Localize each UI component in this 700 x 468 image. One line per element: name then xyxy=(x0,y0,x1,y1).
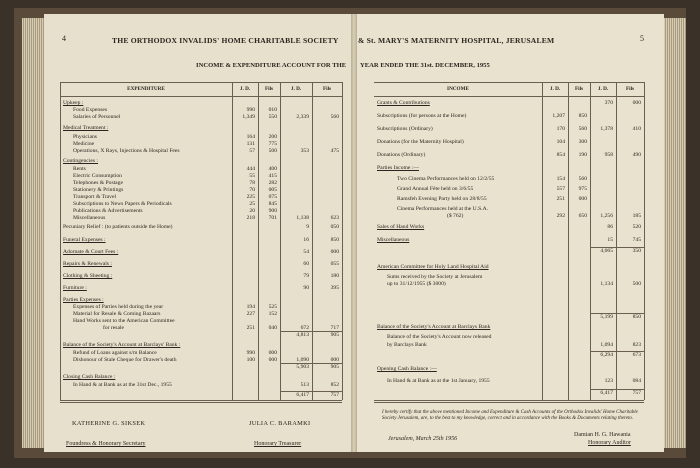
row-label: In Hand & at Bank as at the 1st January, 1955 xyxy=(387,378,490,384)
page-header: THE ORTHODOX INVALIDS' HOME CHARITABLE SOCIETY xyxy=(112,36,339,45)
amount-cell: 557 xyxy=(556,186,565,192)
amount-cell: 131 xyxy=(246,141,255,147)
column-header: J. D. xyxy=(597,86,609,92)
row-label: Balance of the Society's Account at Barclays Bank xyxy=(377,324,491,330)
row-label: Upkeep : xyxy=(63,100,84,106)
row-label: by Barclays Bank xyxy=(387,342,427,348)
amount-cell: 86 xyxy=(607,224,613,230)
column-header: INCOME xyxy=(447,86,469,92)
auditor-certificate: I hereby certify that the above mentioned Income and Expenditure & Cash Accounts of the Orthodox Invalids' Home Charitable Society Jerusalem, are, to the best to my knowledge, correct and in accordance with the Books & Documents relating thereto. xyxy=(382,410,638,421)
amount-cell: 672 xyxy=(300,325,309,331)
amount-cell: 084 xyxy=(632,378,641,384)
amount-cell: 850 xyxy=(330,237,339,243)
row-label: Salaries of Personnel xyxy=(73,114,121,120)
column-header: Fils xyxy=(322,86,332,92)
amount-cell: 79 xyxy=(303,273,309,279)
auditor-title: Honorary Auditor xyxy=(588,440,631,446)
amount-cell: 1,090 xyxy=(296,357,309,363)
book-gutter xyxy=(351,14,357,452)
subtotal-rule xyxy=(280,391,342,392)
amount-cell: 040 xyxy=(268,325,277,331)
row-label: Cinema Performances held at the U.S.A. xyxy=(397,206,489,212)
amount-cell: 000 xyxy=(578,196,587,202)
amount-cell: 395 xyxy=(330,285,339,291)
amount-cell: 100 xyxy=(246,357,255,363)
amount-cell: 500 xyxy=(632,281,641,287)
amount-cell: 500 xyxy=(268,148,277,154)
amount-cell: 4,813 xyxy=(296,332,309,338)
amount-cell: 050 xyxy=(330,224,339,230)
row-label: Opening Cash Balance :— xyxy=(377,366,437,372)
row-label: Sums received by the Society at Jerusalem xyxy=(387,274,483,280)
amount-cell: 154 xyxy=(556,176,565,182)
amount-cell: 185 xyxy=(632,213,641,219)
amount-cell: 55 xyxy=(249,173,255,179)
amount-cell: 475 xyxy=(330,148,339,154)
amount-cell: 000 xyxy=(632,100,641,106)
amount-cell: 1,094 xyxy=(600,342,613,348)
table-bottom-rule xyxy=(374,400,644,401)
amount-cell: 180 xyxy=(330,273,339,279)
amount-cell: 5,903 xyxy=(296,364,309,370)
table-rule xyxy=(374,96,644,97)
page-edges-left xyxy=(22,18,44,448)
column-line xyxy=(60,82,61,400)
table-bottom-rule xyxy=(60,400,342,401)
amount-cell: 560 xyxy=(578,126,587,132)
amount-cell: 6,417 xyxy=(296,392,309,398)
amount-cell: 845 xyxy=(268,201,277,207)
amount-cell: 854 xyxy=(556,152,565,158)
amount-cell: 123 xyxy=(604,378,613,384)
amount-cell: 975 xyxy=(578,186,587,192)
amount-cell: 757 xyxy=(330,392,339,398)
subtotal-rule xyxy=(590,351,644,352)
row-label: for resale xyxy=(103,325,124,331)
row-label: Clothing & Sheeting : xyxy=(63,273,113,279)
row-label: Dishonour of Stale Cheque for Drawer's death xyxy=(73,357,177,363)
row-label: Contingencies : xyxy=(63,158,98,164)
row-label: Grand Annual Fête held on 3/6/55 xyxy=(397,186,474,192)
amount-cell: 152 xyxy=(268,311,277,317)
amount-cell: 490 xyxy=(632,152,641,158)
amount-cell: 000 xyxy=(268,357,277,363)
row-label: ($ 762) xyxy=(447,213,464,219)
amount-cell: 282 xyxy=(268,180,277,186)
amount-cell: 775 xyxy=(268,141,277,147)
amount-cell: 1,256 xyxy=(600,213,613,219)
column-header: EXPENDITURE xyxy=(127,86,165,92)
amount-cell: 353 xyxy=(300,148,309,154)
page-number: 4 xyxy=(62,34,66,43)
amount-cell: 010 xyxy=(268,107,277,113)
amount-cell: 1,207 xyxy=(552,113,565,119)
amount-cell: 350 xyxy=(632,248,641,254)
table-rule xyxy=(60,82,342,83)
amount-cell: 410 xyxy=(632,126,641,132)
subtotal-rule xyxy=(280,331,342,332)
amount-cell: 57 xyxy=(249,148,255,154)
amount-cell: 513 xyxy=(300,382,309,388)
column-header: J. D. xyxy=(549,86,561,92)
amount-cell: 717 xyxy=(330,325,339,331)
amount-cell: 000 xyxy=(268,350,277,356)
row-label: Sales of Hand Works xyxy=(377,224,425,230)
row-label: Pecuniary Relief : (to patients outside the Home) xyxy=(63,224,173,230)
amount-cell: 104 xyxy=(556,139,565,145)
amount-cell: 292 xyxy=(556,213,565,219)
amount-cell: 25 xyxy=(249,201,255,207)
amount-cell: 852 xyxy=(330,382,339,388)
row-label: Grants & Contributions xyxy=(377,100,430,106)
amount-cell: 990 xyxy=(246,107,255,113)
row-label: Rents xyxy=(73,166,86,172)
amount-cell: 2,339 xyxy=(296,114,309,120)
column-header: Fils xyxy=(625,86,635,92)
row-label: Expenses of Parties held during the year xyxy=(73,304,164,310)
row-label: Parties Income :— xyxy=(377,165,419,171)
table-rule xyxy=(374,82,644,83)
amount-cell: 550 xyxy=(268,114,277,120)
amount-cell: 5,199 xyxy=(600,314,613,320)
signature-title: Foundress & Honorary Secretary xyxy=(66,441,146,447)
page-subheader: YEAR ENDED THE 31st. DECEMBER, 1955 xyxy=(360,62,490,69)
page-subheader: INCOME & EXPENDITURE ACCOUNT FOR THE xyxy=(196,62,347,69)
column-line xyxy=(644,82,645,400)
amount-cell: 075 xyxy=(268,194,277,200)
amount-cell: 958 xyxy=(604,152,613,158)
row-label: Donations (Ordinary) xyxy=(377,152,426,158)
row-label: Donations (for the Maternity Hospital) xyxy=(377,139,464,145)
amount-cell: 70 xyxy=(249,187,255,193)
column-header: Fils xyxy=(264,86,274,92)
row-label: Material for Resale & Coming Bazaars xyxy=(73,311,161,317)
row-label: Furniture : xyxy=(63,285,87,291)
page-header: & St. MARY'S MATERNITY HOSPITAL, JERUSALEM xyxy=(358,36,555,45)
amount-cell: 15 xyxy=(607,237,613,243)
amount-cell: 1,134 xyxy=(600,281,613,287)
page-edges-right xyxy=(664,18,686,448)
row-label: Transport & Travel xyxy=(73,194,116,200)
signature-name: JULIA C. BARAMKI xyxy=(249,420,311,427)
amount-cell: 850 xyxy=(632,314,641,320)
column-header: J. D. xyxy=(239,86,251,92)
row-label: Stationery & Printings xyxy=(73,187,124,193)
amount-cell: 823 xyxy=(632,342,641,348)
amount-cell: 194 xyxy=(246,304,255,310)
row-label: Electric Consumption xyxy=(73,173,122,179)
table-bottom-rule xyxy=(374,402,644,403)
row-label: Hand Works sent to the American Committee xyxy=(73,318,175,324)
amount-cell: 673 xyxy=(632,352,641,358)
row-label: Ramsfeh Evening Party held on 28/8/55 xyxy=(397,196,487,202)
row-label: Closing Cash Balance : xyxy=(63,374,116,380)
row-label: Subscriptions (Ordinary) xyxy=(377,126,433,132)
amount-cell: 623 xyxy=(330,215,339,221)
row-label: American Committee for Holy Land Hospital Aid xyxy=(377,264,489,270)
subtotal-rule xyxy=(590,389,644,390)
amount-cell: 520 xyxy=(632,224,641,230)
subtotal-rule xyxy=(280,363,342,364)
row-label: Adornate & Court Fees : xyxy=(63,249,119,255)
auditor-name: Damian H. G. Hawania xyxy=(574,432,631,438)
amount-cell: 900 xyxy=(268,208,277,214)
amount-cell: 60 xyxy=(303,261,309,267)
amount-cell: 190 xyxy=(578,152,587,158)
amount-cell: 1,349 xyxy=(242,114,255,120)
row-label: Funeral Expenses : xyxy=(63,237,106,243)
amount-cell: 444 xyxy=(246,166,255,172)
amount-cell: 54 xyxy=(303,249,309,255)
signature-name: KATHERINE G. SIKSEK xyxy=(72,420,146,427)
amount-cell: 905 xyxy=(330,364,339,370)
column-line xyxy=(342,82,343,400)
amount-cell: 757 xyxy=(632,390,641,396)
amount-cell: 701 xyxy=(268,215,277,221)
amount-cell: 6,294 xyxy=(600,352,613,358)
amount-cell: 1,138 xyxy=(296,215,309,221)
open-book xyxy=(14,8,686,458)
amount-cell: 905 xyxy=(330,332,339,338)
place-date: Jerusalem, March 25th 1956 xyxy=(388,436,458,442)
row-label: In Hand & at Bank as at the 31st Dec., 1955 xyxy=(73,382,172,388)
amount-cell: 225 xyxy=(246,194,255,200)
row-label: Miscellaneous xyxy=(377,237,410,243)
row-label: Medicine xyxy=(73,141,95,147)
amount-cell: 90 xyxy=(303,285,309,291)
amount-cell: 000 xyxy=(330,249,339,255)
amount-cell: 005 xyxy=(268,187,277,193)
amount-cell: 300 xyxy=(578,139,587,145)
amount-cell: 227 xyxy=(246,311,255,317)
amount-cell: 650 xyxy=(578,213,587,219)
subtotal-rule xyxy=(590,247,644,248)
row-label: Subscriptions to News Papers & Periodicals xyxy=(73,201,172,207)
row-label: up to 31/12/1955 ($ 3000) xyxy=(387,281,446,287)
row-label: Medical Treatment : xyxy=(63,125,109,131)
amount-cell: 16 xyxy=(303,237,309,243)
row-label: Refund of Loans against s/m Balance xyxy=(73,350,157,356)
amount-cell: 560 xyxy=(578,176,587,182)
amount-cell: 560 xyxy=(330,114,339,120)
row-label: Physicians xyxy=(73,134,97,140)
amount-cell: 4,065 xyxy=(600,248,613,254)
row-label: Telephones & Postage xyxy=(73,180,123,186)
row-label: Food Expenses xyxy=(73,107,108,113)
row-label: Miscellaneous xyxy=(73,215,106,221)
right-page xyxy=(354,14,664,452)
amount-cell: 1,378 xyxy=(600,126,613,132)
amount-cell: 20 xyxy=(249,208,255,214)
row-label: Balance of the Society's Account at Barclays' Bank : xyxy=(63,342,181,348)
amount-cell: 164 xyxy=(246,134,255,140)
signature-title: Honorary Treasurer xyxy=(254,441,302,447)
amount-cell: 745 xyxy=(632,237,641,243)
amount-cell: 170 xyxy=(556,126,565,132)
column-header: Fils xyxy=(574,86,584,92)
amount-cell: 055 xyxy=(330,261,339,267)
amount-cell: 78 xyxy=(249,180,255,186)
row-label: Balance of the Society's Account now released xyxy=(387,334,492,340)
table-bottom-rule xyxy=(60,402,342,403)
amount-cell: 218 xyxy=(246,215,255,221)
row-label: Repairs & Renewals : xyxy=(63,261,112,267)
amount-cell: 370 xyxy=(604,100,613,106)
row-label: Publications & Advertisements xyxy=(73,208,143,214)
row-label: Subscriptions (for persons at the Home) xyxy=(377,113,467,119)
amount-cell: 850 xyxy=(578,113,587,119)
amount-cell: 251 xyxy=(556,196,565,202)
amount-cell: 525 xyxy=(268,304,277,310)
row-label: Two Cinema Performances held on 12/2/55 xyxy=(397,176,495,182)
amount-cell: 200 xyxy=(268,134,277,140)
amount-cell: 000 xyxy=(330,357,339,363)
amount-cell: 251 xyxy=(246,325,255,331)
amount-cell: 990 xyxy=(246,350,255,356)
amount-cell: 415 xyxy=(268,173,277,179)
row-label: Parties Expenses : xyxy=(63,297,104,303)
amount-cell: 9 xyxy=(306,224,309,230)
amount-cell: 400 xyxy=(268,166,277,172)
page-number: 5 xyxy=(640,34,644,43)
row-label: Operations, X Rays, Injections & Hospital Fees xyxy=(73,148,180,154)
table-rule xyxy=(60,96,342,97)
subtotal-rule xyxy=(590,313,644,314)
left-page xyxy=(44,14,354,452)
amount-cell: 6,417 xyxy=(600,390,613,396)
column-header: J. D. xyxy=(290,86,302,92)
